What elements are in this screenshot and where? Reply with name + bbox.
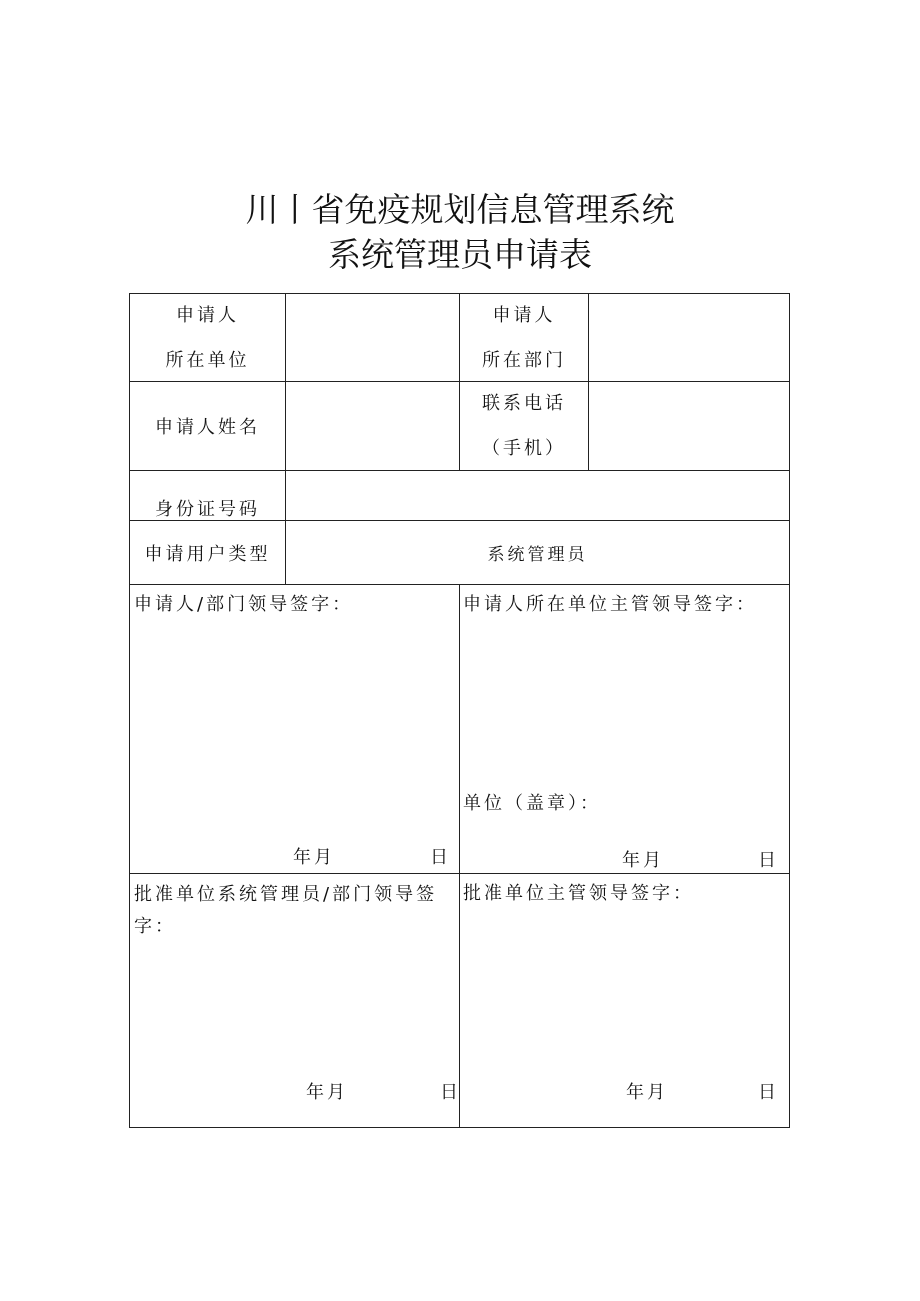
id-label: 身份证号码 (155, 499, 260, 520)
dept-label-line2: 所在部门 (482, 349, 566, 371)
applicant-signature-label: 申请人/部门领导签字： (134, 594, 354, 615)
name-label: 申请人姓名 (155, 417, 260, 438)
id-label-cell (130, 471, 286, 521)
usertype-label-cell (130, 521, 286, 585)
dept-label-line1: 申请人 (492, 304, 556, 326)
phone-label-cell (460, 382, 589, 471)
applicant-date-ym: 年月 (293, 847, 335, 868)
name-label-cell (130, 382, 286, 471)
approve-leader-date-ym: 年月 (626, 1082, 668, 1103)
unit-leader-signature-cell[interactable] (460, 585, 790, 874)
unit-leader-signature-label: 申请人所在单位主管领导签字： (463, 594, 757, 615)
approve-leader-signature-cell[interactable] (460, 874, 790, 1128)
usertype-value: 系统管理员 (487, 545, 588, 565)
page-title-line1: 川丨省免疫规划信息管理系统 (245, 190, 675, 229)
unit-label-line2: 所在单位 (165, 349, 250, 371)
unit-leader-date-d: 日 (758, 850, 779, 871)
page-title-line2: 系统管理员申请表 (328, 235, 592, 274)
dept-label-cell (460, 294, 589, 382)
unit-seal-label: 单位（盖章）： (463, 793, 601, 814)
application-form-table (129, 293, 790, 1128)
approve-leader-signature-label: 批准单位主管领导签字： (463, 883, 694, 904)
usertype-label: 申请用户类型 (144, 543, 271, 565)
approve-leader-date-d: 日 (758, 1082, 779, 1103)
unit-label-line1: 申请人 (176, 304, 239, 326)
applicant-signature-cell[interactable] (130, 585, 460, 874)
phone-label-line1: 联系电话 (482, 393, 566, 414)
approve-admin-signature-cell[interactable] (130, 874, 460, 1128)
phone-field[interactable] (589, 382, 790, 471)
approve-admin-date-ym: 年月 (306, 1082, 348, 1103)
unit-field[interactable] (286, 294, 460, 382)
name-field[interactable] (286, 382, 460, 471)
applicant-date-d: 日 (430, 847, 451, 868)
id-field[interactable] (286, 471, 790, 521)
unit-label-cell (130, 294, 286, 382)
unit-leader-date-ym: 年月 (622, 850, 664, 871)
usertype-field[interactable] (286, 521, 790, 585)
phone-label-line2: （手机） (482, 438, 566, 459)
approve-admin-signature-label: 批准单位系统管理员/部门领导签字： (134, 884, 438, 937)
approve-admin-date-d: 日 (440, 1082, 461, 1103)
dept-field[interactable] (589, 294, 790, 382)
